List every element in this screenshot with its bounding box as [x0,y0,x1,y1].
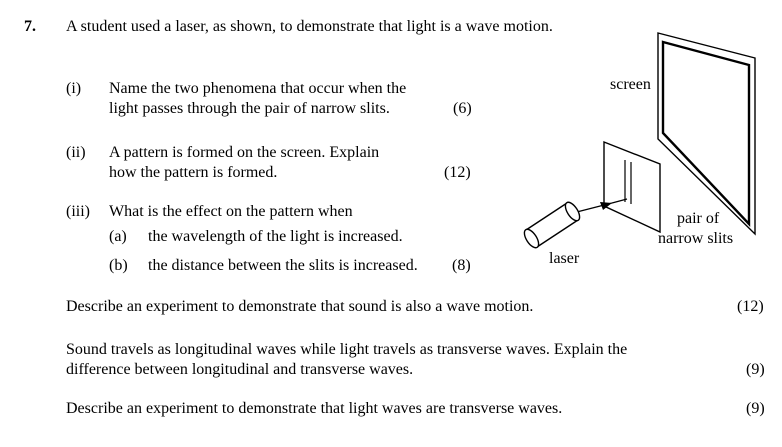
part-ii-line-1: A pattern is formed on the screen. Explain [109,144,380,161]
further-2-marks: (9) [746,361,765,378]
question-number: 7. [24,18,36,35]
part-ii-marks: (12) [444,164,471,181]
part-ii-line-2: how the pattern is formed. [109,164,278,181]
further-3-marks: (9) [746,400,765,417]
slits-label-line-2: narrow slits [658,230,734,247]
part-i-line-2: light passes through the pair of narrow slits. [109,100,390,117]
part-ii-label: (ii) [66,144,86,161]
part-iii-b-text: the distance between the slits is increased. [148,257,418,274]
part-iii-label: (iii) [66,203,90,220]
further-2-line-1: Sound travels as longitudinal waves while light travels as transverse waves. Explain the [66,341,628,358]
laser [522,200,583,250]
part-iii-a-text: the wavelength of the light is increased. [148,228,403,245]
laser-label: laser [549,250,580,267]
part-iii-marks: (8) [452,257,471,274]
part-i-line-1: Name the two phenomena that occur when the [109,80,407,97]
screen-label: screen [610,76,651,93]
slits-label-line-1: pair of [677,210,720,227]
further-1-line-1: Describe an experiment to demonstrate that sound is also a wave motion. [66,298,534,315]
further-1-marks: (12) [737,298,764,315]
further-3-line-1: Describe an experiment to demonstrate that light waves are transverse waves. [66,400,563,417]
part-iii-b-label: (b) [109,257,128,274]
part-iii-a-label: (a) [109,228,127,245]
part-i-marks: (6) [453,100,472,117]
slit-plate [604,142,660,232]
part-i-label: (i) [66,80,82,97]
further-2-line-2: difference between longitudinal and transverse waves. [66,361,414,378]
question-intro: A student used a laser, as shown, to demonstrate that light is a wave motion. [66,18,553,35]
screen [658,33,755,234]
part-iii-line-1: What is the effect on the pattern when [109,203,353,220]
